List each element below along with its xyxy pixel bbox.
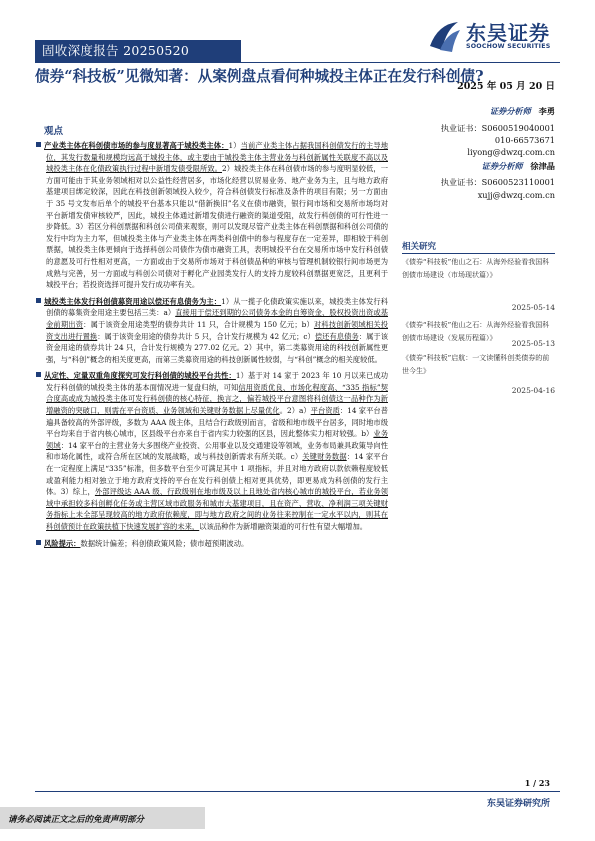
paragraph-text: 当前产业类主体占据我国科创债发行的主导地位，其发行数量和规模均远高于城投主体，或主要由于城投类主体主营业务与科创新属性关联度不高以及城投类主体在化债政策执行过程中新增发债受限所致。 — [46, 141, 389, 174]
paragraph-lead: 风险提示： — [44, 538, 81, 548]
analyst-1-email[interactable]: liyong@dwzq.com.cn — [467, 147, 555, 157]
paragraph-text: 2）城投类主体在科创债市场的参与度明显较低，一方面可能由于其业务领域相对以公益性经营居多，市场化经营以贸易业务、地产业务为主，且与地方政府基建项目绑定较深，因此在科技创新领域投入较少，符合科创债发行标准及条件的项目有限；另一方面由于 35 号文发布后单个的城投平台基本只能以“借新换旧”名义在债市融资，银行间市场和交易所市场均对平台新增发债审核较严，因此，城投主体通过新增发债进行融资的渠道受阻，故发行科创债的可行性进一步降低。3）若区分科创票据和科创公司债来观察，则可以发现尽管产业类主体在科创票据和科创公司债的发行中均为主力军，但城投类主体与产业类主体在两类科创债中的参与程度存在一定差异，即相较于科创票据，城投类主体更倾向于选择科创公司债作为债市融资工具，表明城投平台在交易所市场中发行科创债的意愿及可行性相对更高， — [46, 164, 388, 266]
paragraph-lead: 城投类主体发行科创债募资用途以偿还有息债务为主： — [44, 296, 222, 306]
paragraph-text: 。2）a） — [279, 406, 311, 416]
analyst-2-cert: 执业证书：S0600523110001 — [440, 177, 555, 187]
company-logo-text: 东吴证券 — [466, 21, 550, 45]
paragraph-text: 一方面或由于交易所市场对于科创债品种的审核与管理机制较银行间市场更为成熟与完善，另一方面或与科创公司债对于孵化产业园类发行人的支持力度较科创票据更宽泛，且更利于城投平台；若投资选择可提升发行成功率有关。 — [46, 256, 389, 290]
summary-heading: 观点 — [44, 126, 64, 137]
paragraph-text: 业务领域 — [46, 429, 389, 450]
disclaimer-text: 请务必阅读正文之后的免责声明部分 — [8, 815, 145, 825]
related-item-1-date: 2025-05-14 — [511, 303, 555, 312]
paragraph-lead: 从定性、定量双重角度探究可发行科创债的城投平台共性： — [44, 371, 236, 381]
paragraph-text: 关键财务数据 — [302, 452, 347, 462]
related-item-2[interactable]: 《债券“科技板”他山之石：从海外经验看我国科创债市场建设（发展历程篇）》 — [402, 321, 550, 342]
report-type-label: 固收深度报告 20250520 — [42, 43, 190, 58]
related-item-2-date: 2025-05-13 — [511, 339, 555, 348]
paragraph-text: ：14 家平台普遍具备较高的外部评级，多数为 AAA 级主体，且结合行政级别而言，省级和地市级平台居多，同时地市级平台均来自于省内核心城市，区县级平台亦来自于省内实力较强的区县，因此整体实力相对较强。b） — [46, 406, 388, 439]
paragraph-text: 外部评级达 AAA 级、行政级别在地市级及以上且地处省内核心城市的城投平台，若业务领域中承担较多科创孵化任务或主营区域市政服务和城市大基建项目，且在资产、营收、净利润三项关键财务指标上未全部呈现较高的地方政府依赖度，即与地方政府之间的业务往来控制在一定水平以内，则其在科创债预计在政策扶植下快速发展扩容的未来， — [46, 487, 388, 531]
related-item-3-date: 2025-04-16 — [511, 386, 555, 395]
report-type-bar — [35, 40, 241, 62]
analyst-1-cert: 执业证书：S0600519040001 — [440, 123, 555, 133]
disclaimer-bar — [0, 807, 205, 829]
analyst-1-name: 李勇 — [538, 106, 555, 116]
bullet-square-icon — [36, 298, 41, 303]
summary-paragraph — [36, 370, 388, 532]
related-item-1[interactable]: 《债券“科技板”他山之石：从海外经验看我国科创债市场建设（市场现状篇）》 — [402, 258, 550, 279]
analyst-2-email[interactable]: xujj@dwzq.com.cn — [477, 190, 555, 200]
paragraph-text: 偿还有息债务 — [314, 331, 359, 341]
paragraph-text: 以该品种作为新增融资渠道的可行性有望大幅增加。 — [199, 522, 368, 531]
paragraph-text: 平台资质 — [310, 406, 340, 416]
analyst-1-role: 证券分析师 — [489, 106, 531, 116]
analyst-1-role-line — [490, 105, 555, 117]
analyst-2-name: 徐津晶 — [530, 161, 555, 171]
bullet-square-icon — [36, 540, 41, 545]
paragraph-text: 信用资质优良、市场化程度高、“335 指标”契合度高或成为城投类主体可发行科创债的核心特征，换言之，偏若城投平台意图将科创债这一品种作为新增融资的突破口，则需在平台资质、业务领域和关键财务数据上尽量优化 — [46, 382, 388, 416]
bullet-square-icon — [36, 142, 41, 147]
company-logo-icon — [424, 16, 464, 56]
footer-divider — [35, 791, 560, 792]
related-heading: 相关研究 — [402, 242, 437, 252]
footer-org: 东吴证券研究所 — [486, 799, 550, 809]
related-divider — [402, 253, 555, 254]
paragraph-text: 数据统计偏差；科创债政策风险；债市超预期波动。 — [80, 538, 249, 548]
paragraph-text: ：14 家平台在一定程度上满足“335”标准，但多数平台至少可满足其中 1 项指标，并且对地方政府以款依赖程度较低或盈利能力相对独立于地方政府支持的平台在发行科创债上相对更具优势，即更易成为科创债的发行主体。3）综上， — [46, 452, 388, 497]
paragraph-text: 1） — [228, 141, 241, 150]
paragraph-text: ：属于该资金用途的债券共计 5 只，合计发行规模为 42 亿元；c） — [97, 331, 315, 341]
header-divider — [35, 62, 560, 63]
paragraph-text: ：14 家平台的主营业务大多围绕产业投资、公用事业以及交通建设等领域，业务布局兼具政策导向性和市场化属性，或符合所在区域的发展战略，或与科技创新需求有所关联。c） — [46, 440, 388, 462]
analyst-2-role-line — [482, 160, 555, 172]
company-logo-english: SOOCHOW SECURITIES — [466, 43, 551, 50]
related-item-3[interactable]: 《债券“科技板”启航：一文读懂科创类债券的前世今生》 — [402, 354, 550, 375]
paragraph-text: 直接用于偿还到期的公司债务本金的自筹资金、股权投资出资或基金前期出资 — [46, 308, 389, 329]
analyst-1-phone: 010-66573671 — [494, 135, 555, 145]
paragraph-lead: 产业类主体在科创债市场的参与度显著高于城投类主体： — [44, 141, 229, 150]
bullet-square-icon — [36, 372, 41, 377]
summary-body — [36, 140, 388, 554]
analyst-2-role: 证券分析师 — [481, 161, 523, 171]
report-date: 2025 年 05 月 20 日 — [457, 81, 555, 92]
paragraph-text: ：属于该资金用途类型的债券共计 11 只，合计规模为 150 亿元；b） — [83, 319, 314, 329]
paragraph-text: 1）基于对 14 家于 2023 年 10 月以来已成功发行科创债的城投类主体的基本面情况进一复盘归纳，可知 — [46, 371, 389, 392]
page-number: 1 / 23 — [524, 778, 550, 788]
paragraph-text: ：属于该资金用途的债券共计 24 只，合计发行规模为 277.02 亿元。2）其中，第二类募资用途的科技创新属性更强，与“科创”概念的相关度更高，而第三类募资用途的科技创新属性较弱，与“科创”概念的相关度较低。 — [46, 331, 389, 364]
report-title: 债券“科技板”见微知著：从案例盘点看何种城投主体正在发行科创债? — [35, 68, 484, 85]
summary-paragraph — [36, 296, 388, 366]
summary-paragraph — [36, 140, 388, 291]
paragraph-text: 对科技创新领域相关投资支出进行置换 — [46, 319, 389, 341]
paragraph-text: 1）从一揽子化债政策实施以来，城投类主体发行科创债的募集资金用途主要包括三类：a） — [46, 296, 388, 318]
summary-paragraph — [36, 538, 388, 550]
